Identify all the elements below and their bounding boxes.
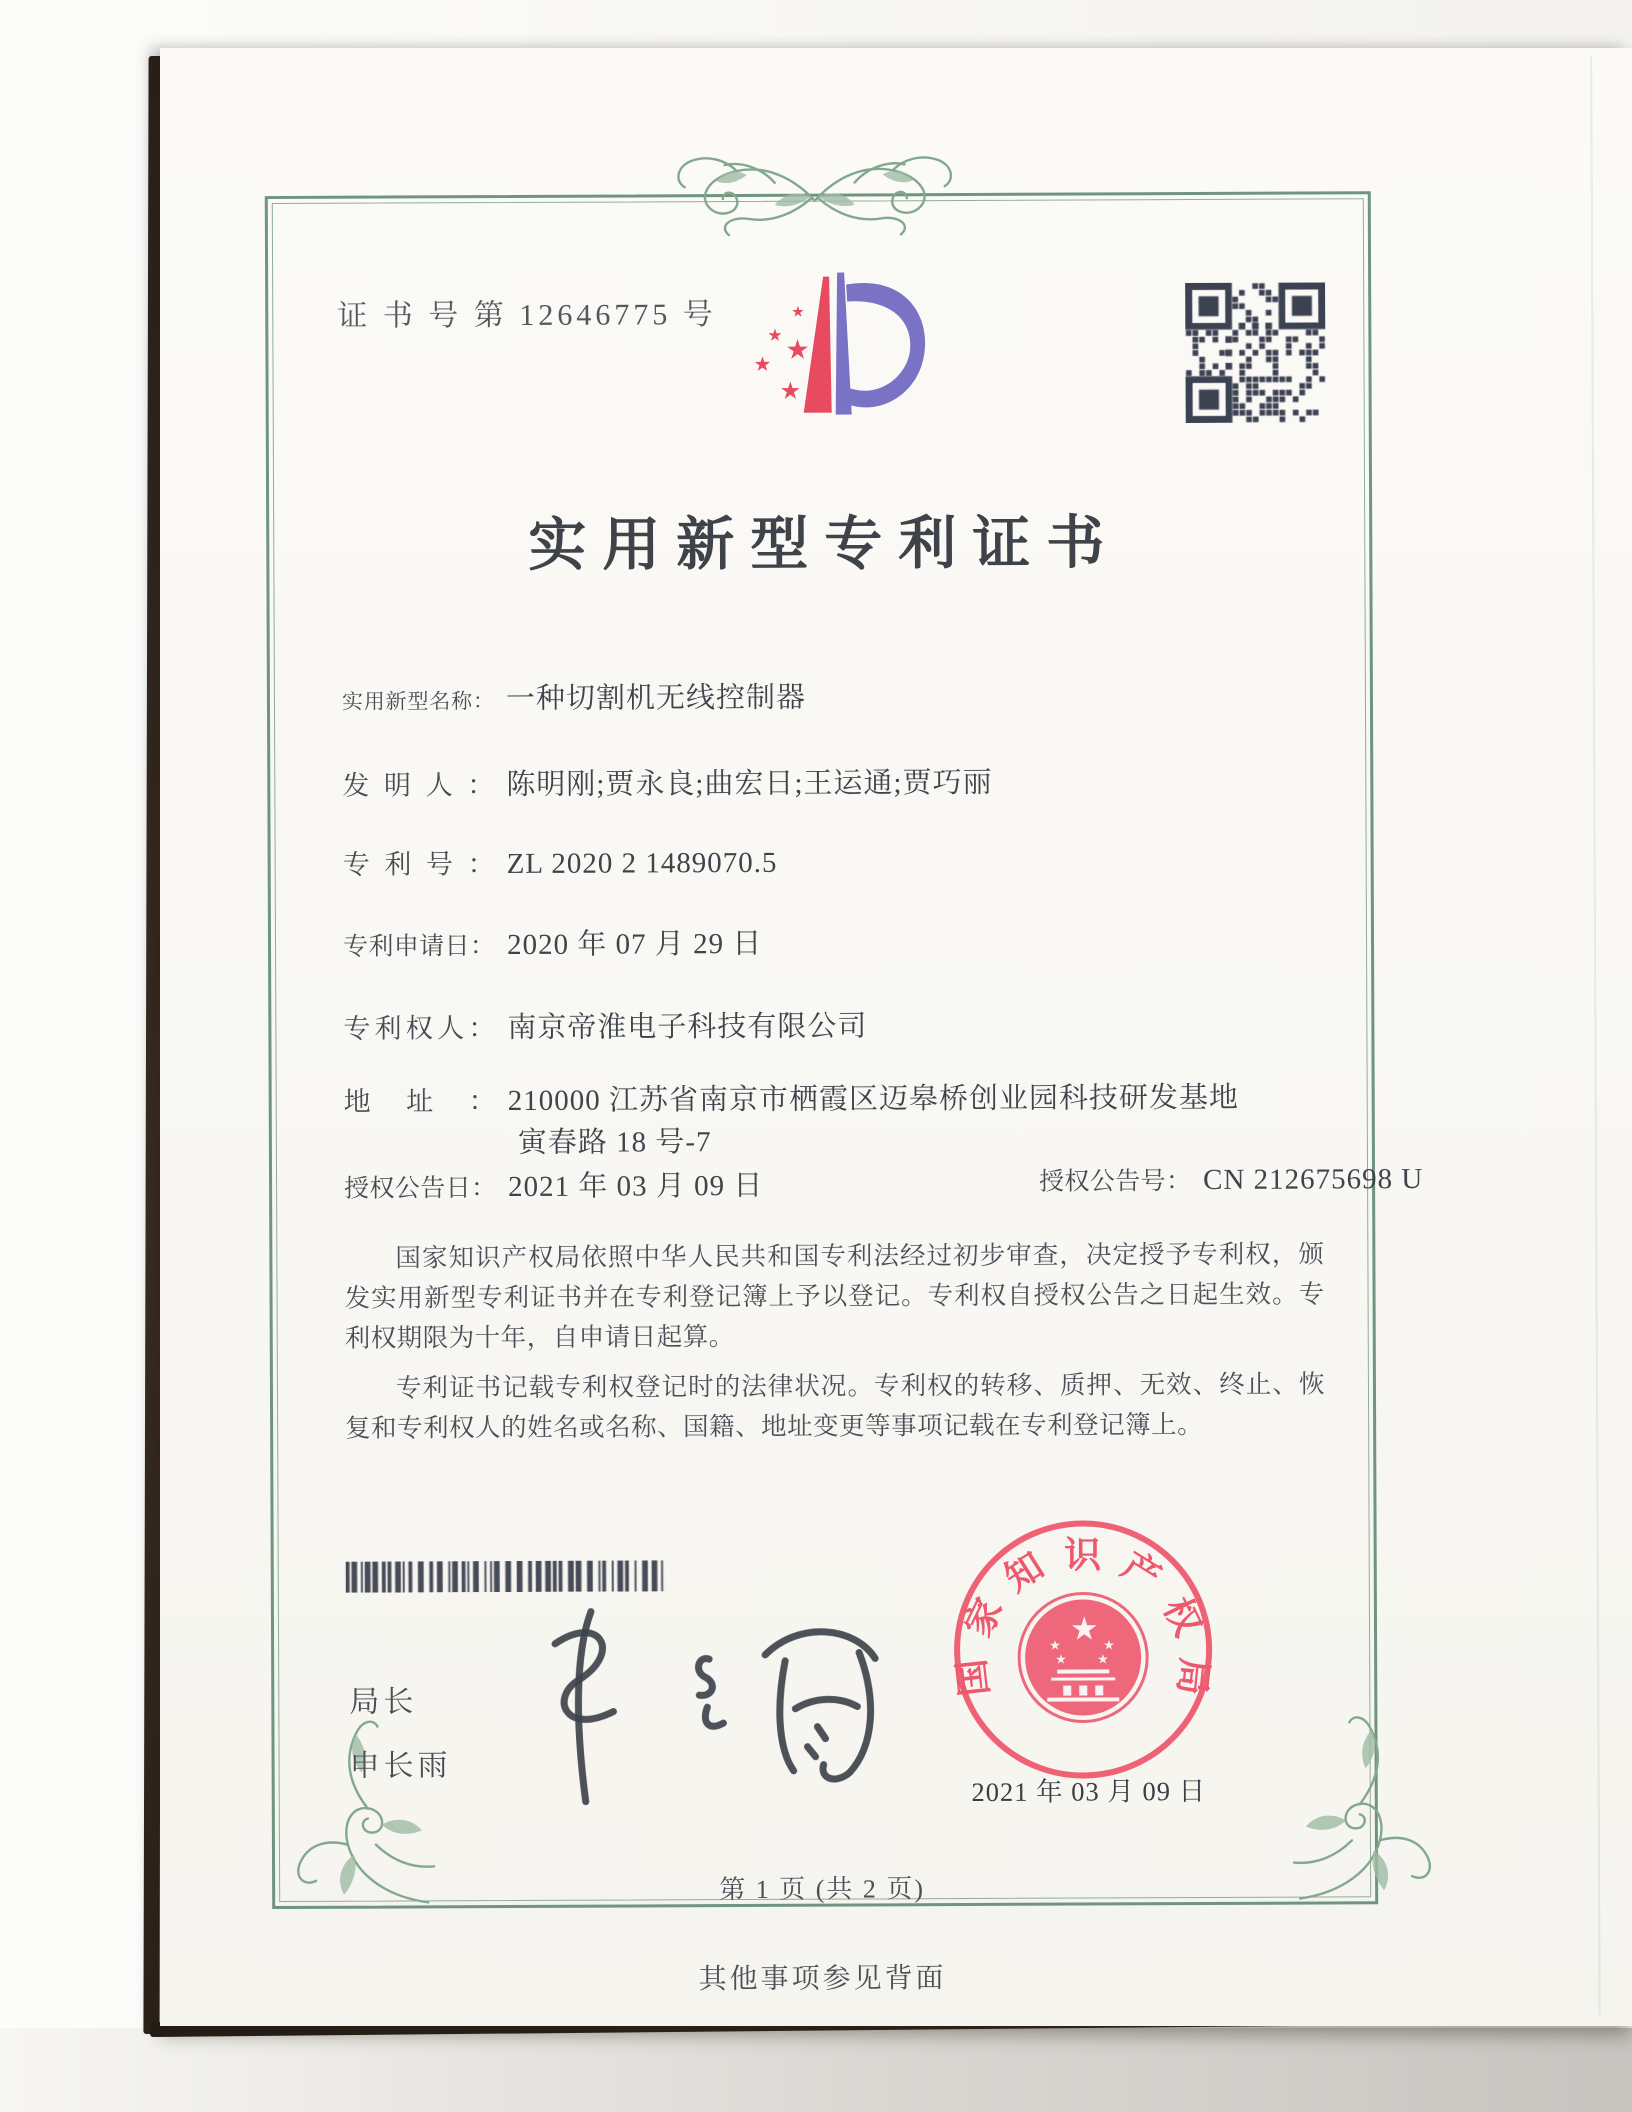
field-row-address [344,1075,1239,1120]
field-value: 南京帝淮电子科技有限公司 [507,1010,868,1045]
field-value: 2020 年 07 月 29 日 [506,927,763,962]
seal-date: 2021 年 03 月 09 日 [971,1775,1207,1808]
paper-crease [1590,55,1601,2015]
director-name: 申长雨 [349,1749,452,1783]
field-value: 一种切割机无线控制器 [505,681,807,716]
svg-text:知: 知 [998,1545,1052,1601]
field-value: 2021 年 03 月 09 日 [508,1169,764,1204]
official-seal [951,1517,1216,1782]
svg-text:★: ★ [1097,1651,1109,1667]
certificate-title: 实用新型专利证书 [528,510,1121,578]
field-value: 陈明刚;贾永良;曲宏日;王运通;贾巧丽 [506,766,993,802]
field-row-inventors [342,760,992,804]
certificate-number: 证 书 号 第 12646775 号 [337,298,717,333]
field-row-grant [344,1163,1424,1206]
certificate-sheet [160,48,1632,2026]
svg-text:★: ★ [1055,1651,1067,1667]
address-line-2: 寅春路 18 号-7 [517,1126,712,1159]
certificate-content [156,45,1632,2029]
svg-text:★: ★ [1049,1637,1061,1653]
field-label: 专利申请日： [342,933,496,961]
grant-no-pair [1039,1160,1423,1198]
director-signature [503,1588,934,1855]
field-value: ZL 2020 2 1489070.5 [506,846,778,881]
logo-star-icon: ★ [791,304,805,321]
director-title: 局长 [349,1685,418,1719]
barcode [346,1560,669,1592]
qr-code [1185,282,1326,423]
photo-table-surface [0,2028,1632,2112]
field-label: 专利权人： [343,1013,496,1044]
svg-text:家: 家 [958,1592,1012,1644]
field-label: 专利号： [342,849,495,880]
national-emblem [1019,1593,1148,1722]
field-label: 授权公告日： [344,1175,497,1203]
svg-text:权: 权 [1154,1591,1208,1643]
svg-text:产: 产 [1114,1545,1168,1600]
svg-text:国: 国 [951,1656,997,1699]
field-label: 发明人： [342,770,495,801]
field-value: 210000 江苏省南京市栖霞区迈皋桥创业园科技研发基地 [507,1081,1240,1118]
svg-text:★: ★ [753,353,772,376]
field-row-patentee [343,1003,867,1046]
field-value: CN 212675698 U [1202,1163,1424,1196]
page-indicator: 第 1 页 (共 2 页) [719,1874,926,1905]
svg-text:局: 局 [1169,1656,1215,1697]
field-row-filing-date [343,921,762,964]
legal-paragraph-1: 国家知识产权局依照中华人民共和国专利法经过初步审查，决定授予专利权，颁发实用新型专利证书并在专利登记簿上予以登记。专利权自授权公告之日起生效。专利权期限为十年，自申请日起算。 [344,1238,1325,1353]
field-label: 授权公告号： [1039,1168,1192,1196]
field-row-name [342,675,806,718]
cnipa-logo [727,260,943,446]
svg-text:★: ★ [767,325,783,345]
legal-paragraph-2: 专利证书记载专利权登记时的法律状况。专利权的转移、质押、无效、终止、恢复和专利权人的姓名或名称、国籍、地址变更等事项记载在专利登记簿上。 [345,1368,1326,1443]
svg-text:★: ★ [785,334,810,365]
svg-text:★: ★ [1103,1637,1115,1653]
field-label: 实用新型名称： [341,689,495,714]
svg-text:★: ★ [1069,1610,1099,1647]
field-label: 地址： [343,1086,496,1117]
top-border-ornament [625,148,1005,242]
back-note: 其他事项参见背面 [698,1963,947,1996]
field-row-patent-no [343,841,778,882]
svg-text:★: ★ [779,378,802,405]
svg-text:识: 识 [1064,1535,1102,1577]
